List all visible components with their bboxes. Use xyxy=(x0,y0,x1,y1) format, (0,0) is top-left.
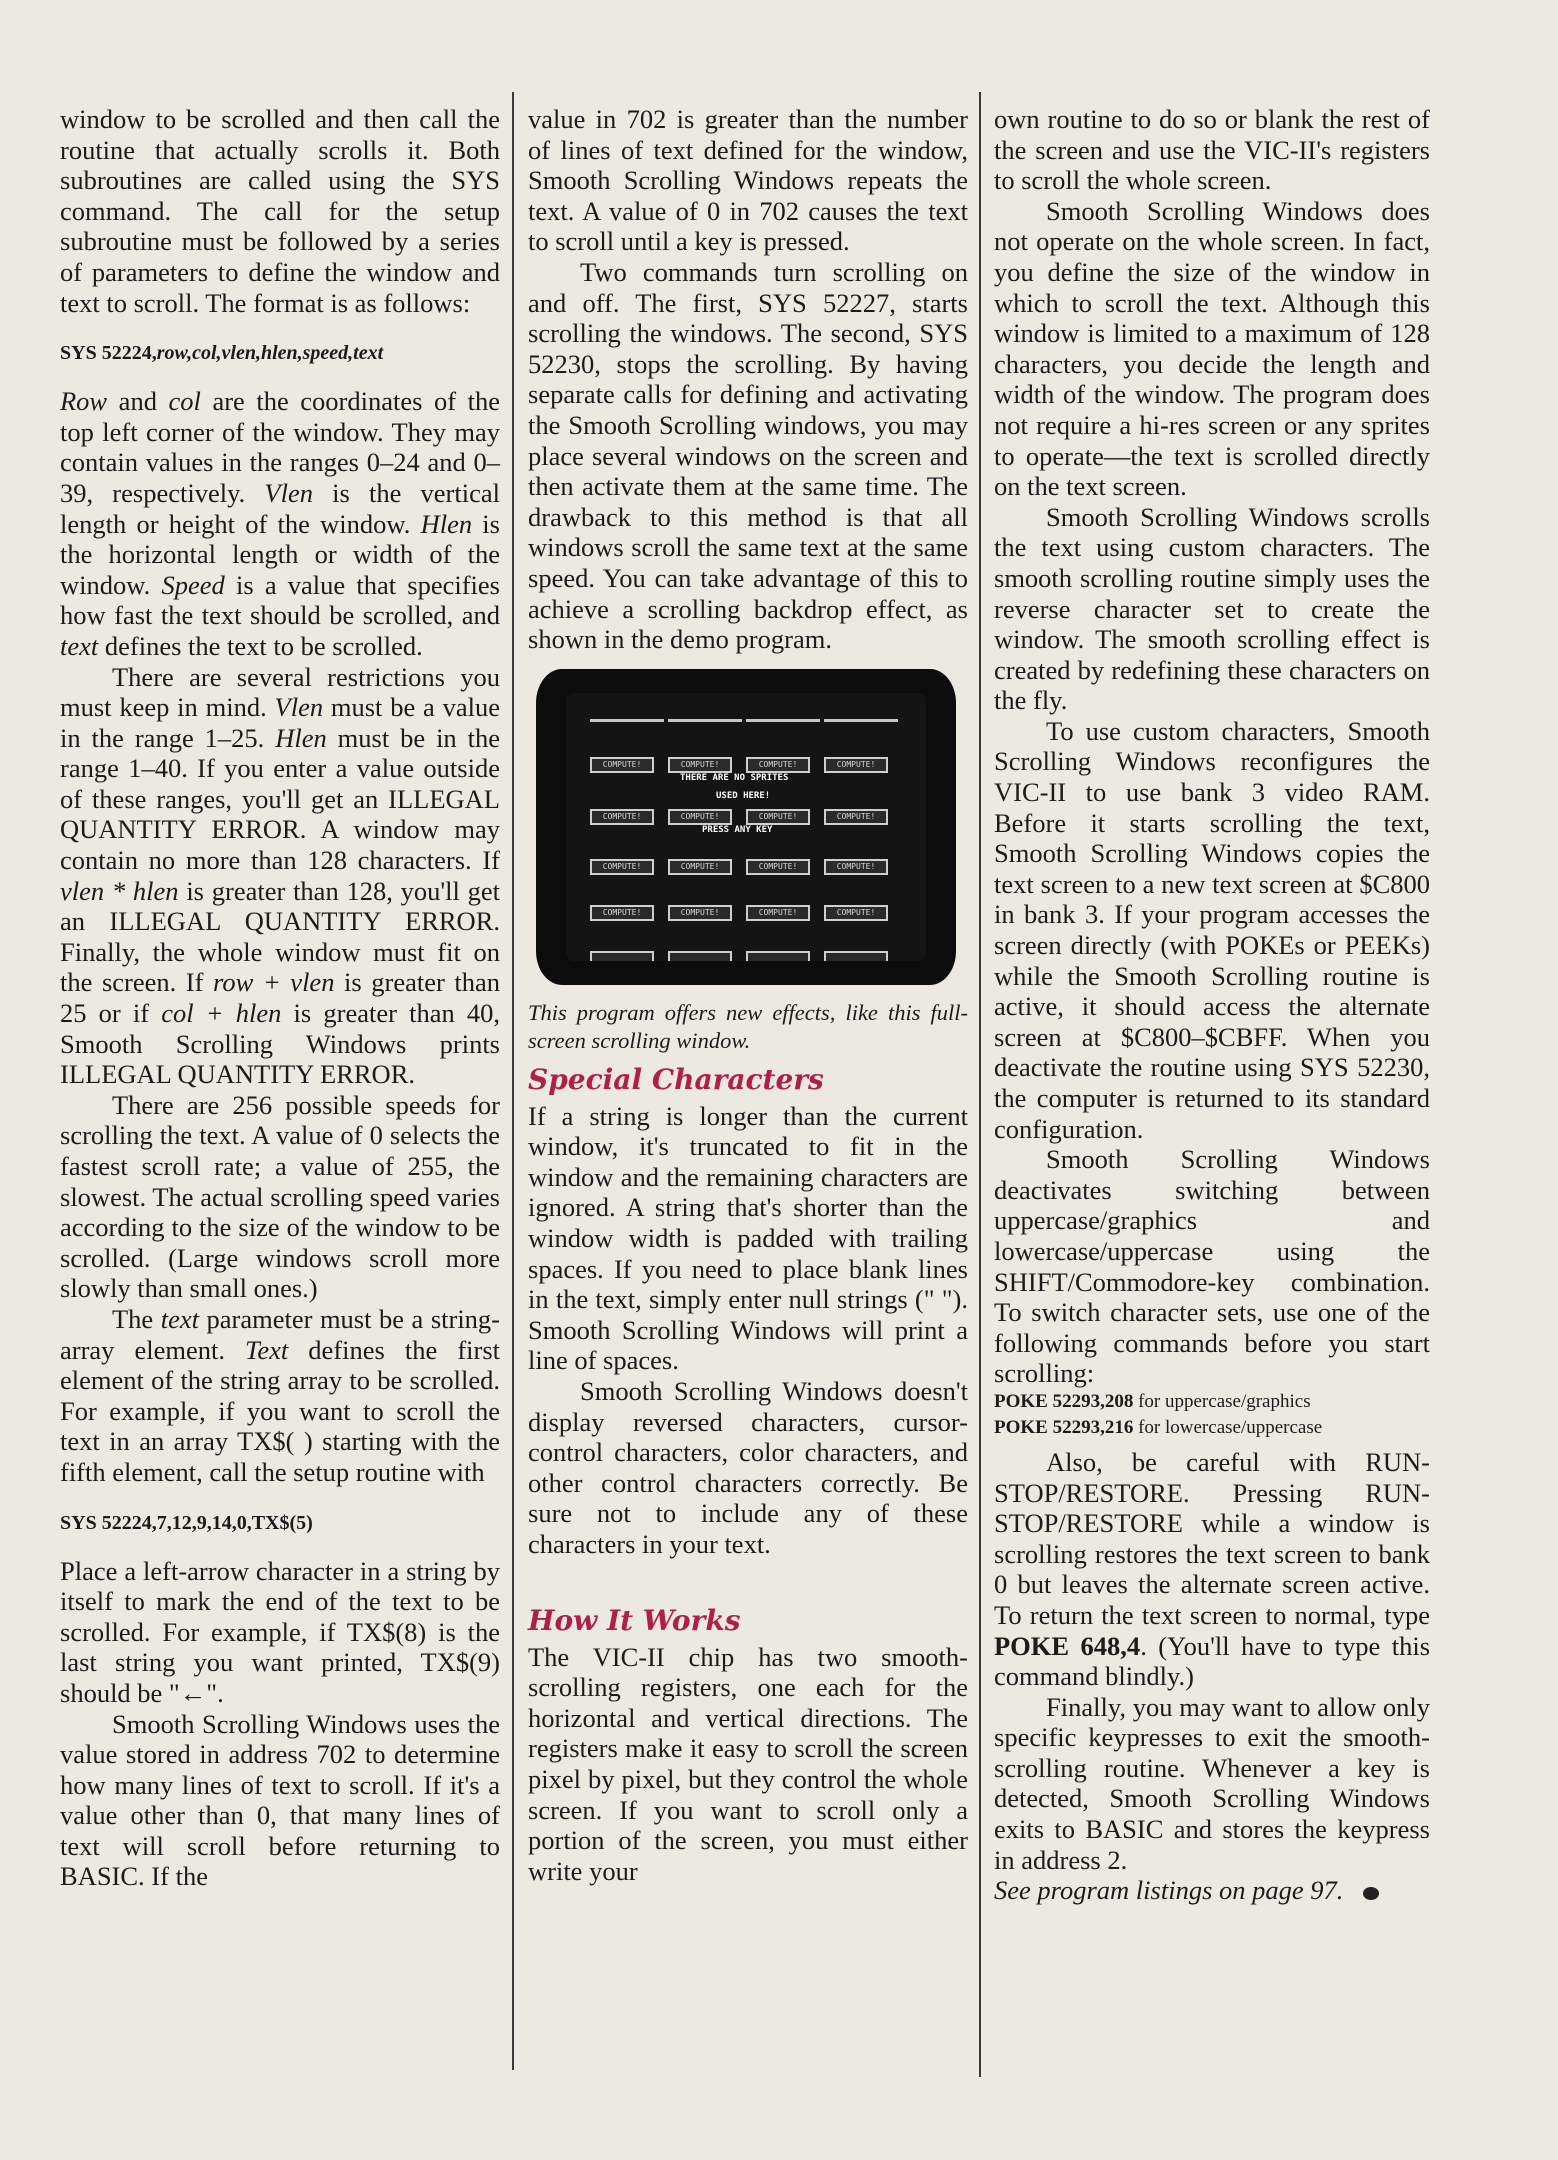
text-run: is the vertical length or height of the window. xyxy=(60,477,500,539)
text-run: is a value that specifies how fast the text should be scrolled, and xyxy=(60,569,500,631)
term-vlen: Vlen xyxy=(264,477,313,508)
tile: COMPUTE! xyxy=(590,859,654,875)
paragraph: Finally, you may want to allow only specific keypresses to exit the smooth-scrolling routine. Whenever a key is detected, Smooth Scrolling Windows exits to BASIC and stores the keypress in address 2. xyxy=(994,1691,1430,1875)
term-speed: Speed xyxy=(161,569,225,600)
paragraph: The VIC-II chip has two smooth-scrolling registers, one each for the horizontal and vertical directions. The registers make it easy to scroll the screen pixel by pixel, but they control the whole screen. If you want to scroll only a portion of the screen, you must either write your xyxy=(528,1641,968,1886)
text-run: The xyxy=(112,1303,161,1334)
text-run: is greater than 40, Smooth Scrolling Windows prints ILLEGAL QUANTITY ERROR. xyxy=(60,998,500,1090)
example-code: SYS 52224,7,12,9,14,0,TX$(5) xyxy=(60,1511,313,1534)
paragraph-text-param xyxy=(60,1304,500,1488)
term-hlen: Hlen xyxy=(275,722,327,753)
tile: COMPUTE! xyxy=(746,905,810,921)
paragraph: Place a left-arrow character in a string by itself to mark the end of the text to be scrolled. For example, if TX$(8) is the last string you want printed, TX$(9) should be "←". xyxy=(60,1555,500,1708)
tile-line xyxy=(668,719,742,722)
tile: COMPUTE! xyxy=(746,809,810,825)
text-run: defines the first element of the string array to be scrolled. For example, if you want to scroll the text in an array TX$( ) starting with the fifth element, call the setup routine with xyxy=(60,1334,501,1487)
tile-partial xyxy=(824,951,888,961)
column-divider-right xyxy=(979,92,981,2077)
text-run: defines the text to be scrolled. xyxy=(98,630,423,661)
tile: COMPUTE! xyxy=(668,859,732,875)
paragraph: Smooth Scrolling Windows uses the value stored in address 702 to determine how many lines of text to scroll. If it's a value other than 0, that many lines of text will scroll before returning to BASIC. If the xyxy=(60,1708,500,1892)
syntax-code xyxy=(60,340,500,366)
paragraph-restrictions xyxy=(60,662,500,1090)
tile: COMPUTE! xyxy=(668,757,732,773)
term-expression: row + vlen xyxy=(213,967,335,998)
text-run: is greater than 25 or if xyxy=(60,967,500,1029)
paragraph: value in 702 is greater than the number of lines of text defined for the window, Smooth Scrolling Windows repeats the text. A value of 0 in 702 causes the text to scroll until a key is pressed. xyxy=(528,104,968,257)
term-vlen: Vlen xyxy=(274,692,324,723)
paragraph: own routine to do so or blank the rest of the screen and use the VIC-II's registers to scroll the whole screen. xyxy=(994,104,1430,196)
term-expression: col + hlen xyxy=(161,998,282,1029)
text-run: . (You'll have to type this command blindly.) xyxy=(994,1630,1431,1692)
paragraph: Smooth Scrolling Windows does not operate on the whole screen. In fact, you define the size of the window in which to scroll the text. Although this window is limited to a maximum of 128 characters, you decide the length and width of the window. The program does not require a hi-res screen or any sprites to operate—the text is scrolled directly on the text screen. xyxy=(994,195,1430,502)
tile: COMPUTE! xyxy=(668,905,732,921)
term-text: text xyxy=(160,1303,199,1334)
code-command: POKE 52293,216 xyxy=(994,1416,1134,1438)
tile: COMPUTE! xyxy=(746,757,810,773)
tile-line xyxy=(746,719,820,722)
program-listings-note xyxy=(994,1875,1430,1906)
text-run: There are several restrictions you must keep in mind. xyxy=(60,661,500,723)
text-run: Also, be careful with RUN-STOP/RESTORE. Pressing RUN-STOP/RESTORE while a window is scrolling restores the text screen to bank 0 but leaves the alternate screen active. To return the text screen to normal, type xyxy=(994,1446,1430,1630)
paragraph: Smooth Scrolling Windows doesn't display reversed characters, cursor-control characters, color characters, and other control characters correctly. Be sure not to include any of these characters in your text. xyxy=(528,1376,968,1559)
syntax-arguments: row,col,vlen,hlen,speed,text xyxy=(156,342,384,365)
poke-command xyxy=(994,1417,1430,1439)
tile: COMPUTE! xyxy=(668,809,732,825)
tile-line xyxy=(590,719,664,722)
paragraph: There are 256 possible speeds for scrolling the text. A value of 0 selects the fastest scroll rate; a value of 255, the slowest. The actual scrolling speed varies according to the size of the window to be scrolled. (Large windows scroll more slowly than small ones.) xyxy=(60,1089,500,1304)
column-divider-left xyxy=(512,92,514,2070)
tile-line xyxy=(824,719,898,722)
term-col: col xyxy=(168,386,201,417)
paragraph: Smooth Scrolling Windows scrolls the text using custom characters. The smooth scrolling routine simply uses the reverse character set to create the window. The smooth scrolling effect is created by redefining these characters on the fly. xyxy=(994,501,1430,716)
screen-text-line1: THERE ARE NO SPRITES xyxy=(680,772,789,783)
term-text: Text xyxy=(245,1334,289,1365)
code-description: for lowercase/uppercase xyxy=(1133,1416,1323,1438)
paragraph: window to be scrolled and then call the routine that actually scrolls it. Both subroutines are called using the SYS command. The call for the setup subroutine must be followed by a series of parameters to define the window and text to scroll. The format is as follows: xyxy=(60,104,500,318)
term-text: text xyxy=(60,630,99,661)
tile: COMPUTE! xyxy=(824,905,888,921)
see-listings-text: See program listings on page 97. xyxy=(994,1875,1344,1906)
text-run: must be in the range 1–40. If you enter a value outside of these ranges, you'll get an ILLEGAL QUANTITY ERROR. A window may contain no more than 128 characters. If xyxy=(60,722,500,876)
column-2 xyxy=(528,104,968,1886)
paragraph-runstop xyxy=(994,1447,1430,1692)
text-run: is greater than 128, you'll get an ILLEGAL QUANTITY ERROR. Finally, the whole window must fit on the screen. If xyxy=(60,875,500,998)
column-3 xyxy=(994,104,1430,1906)
code-command: POKE 52293,208 xyxy=(994,1390,1134,1412)
tile: COMPUTE! xyxy=(824,859,888,875)
screen-text-line2: USED HERE! xyxy=(716,790,771,801)
term-hlen: Hlen xyxy=(420,508,473,539)
crt-screen xyxy=(566,693,926,961)
tile: COMPUTE! xyxy=(590,809,654,825)
term-expression: vlen * hlen xyxy=(60,875,179,906)
paragraph-parameters xyxy=(60,386,500,661)
term-row: Row xyxy=(60,386,108,417)
paragraph: Smooth Scrolling Windows deactivates switching between uppercase/graphics and lowercase/uppercase using the SHIFT/Commodore-key combination. To switch character sets, use one of the following commands before you start scrolling: xyxy=(994,1144,1430,1389)
end-of-article-icon xyxy=(1363,1887,1379,1900)
paragraph: If a string is longer than the current window, it's truncated to fit in the window and the remaining characters are ignored. A string that's shorter than the window width is padded with trailing spaces. If you need to place blank lines in the text, simply enter null strings (" "). Smooth Scrolling Windows will print a line of spaces. xyxy=(528,1100,968,1376)
text-run: parameter must be a string-array element. xyxy=(60,1303,501,1365)
figure-caption: This program offers new effects, like this full-screen scrolling window. xyxy=(528,999,968,1053)
text-run: are the coordinates of the top left corner of the window. They may contain values in the ranges 0–24 and 0–39, respectively. xyxy=(60,386,501,508)
text-run: and xyxy=(107,386,169,417)
code-command: POKE 648,4 xyxy=(994,1630,1141,1661)
poke-command xyxy=(994,1391,1430,1413)
tile: COMPUTE! xyxy=(590,757,654,773)
tile: COMPUTE! xyxy=(746,859,810,875)
section-heading-how-it-works: How It Works xyxy=(528,1603,741,1637)
syntax-command: SYS 52224, xyxy=(60,342,157,365)
column-1 xyxy=(60,104,500,1892)
section-heading-special-characters: Special Characters xyxy=(528,1062,824,1096)
code-description: for uppercase/graphics xyxy=(1133,1390,1311,1412)
demo-screenshot xyxy=(536,669,956,985)
tile-partial xyxy=(590,951,654,961)
screen-text-line3: PRESS ANY KEY xyxy=(702,824,773,835)
paragraph: To use custom characters, Smooth Scrolling Windows reconfigures the VIC-II to use bank 3 video RAM. Before it starts scrolling the text, Smooth Scrolling Windows copies the text screen to a new text screen at $C800 in bank 3. If your program accesses the screen directly (with POKEs or PEEKs) while the Smooth Scrolling routine is active, it should access the alternate screen at $C800–$CBFF. When you deactivate the routine using SYS 52230, the computer is returned to its standard configuration. xyxy=(994,715,1430,1144)
tile: COMPUTE! xyxy=(590,905,654,921)
tile-partial xyxy=(746,951,810,961)
text-run: must be a value in the range 1–25. xyxy=(60,692,501,753)
paragraph: Two commands turn scrolling on and off. The first, SYS 52227, starts scrolling the windows. The second, SYS 52230, stops the scrolling. By having separate calls for defining and activating the Smooth Scrolling windows, you may place several windows on the screen and then activate them at the same time. The drawback to this method is that all windows scroll the same text at the same speed. You can take advantage of this to achieve a scrolling backdrop effect, as shown in the demo program. xyxy=(528,256,968,655)
text-run: is the horizontal length or width of the window. xyxy=(60,508,500,600)
tile: COMPUTE! xyxy=(824,757,888,773)
tile: COMPUTE! xyxy=(824,809,888,825)
tile-partial xyxy=(668,951,732,961)
